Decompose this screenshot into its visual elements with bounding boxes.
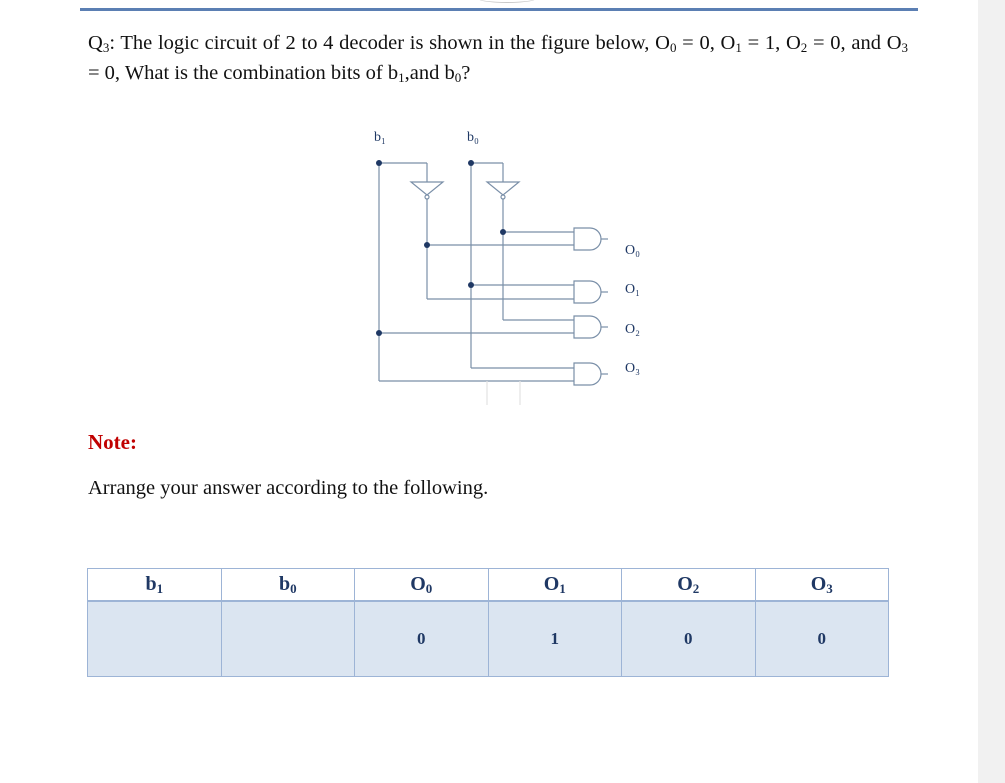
inverter-b0 [487,182,519,199]
output-label-o3: O₃ [625,361,640,376]
output-label-o1: O₁ [625,282,640,297]
input-label-b1: b₁ [374,130,386,145]
inverter-b1 [411,182,443,199]
question-text: $Q_3$: The logic circuit of 2 to 4 decoder is shown in the figure below, $O_0 = 0$, $O_1 = 1$, $O_2 = 0$, and $O_3 = 0$, What is the combination bits of $b_1,and$ $b_0$? [88,32,909,85]
header-rule [80,8,918,11]
answer-cell-o2: 0 [622,601,756,677]
header-b0: $b_0$ [221,569,355,602]
header-o3: $O_3$ [755,569,889,602]
answer-table-header-row [88,569,889,602]
input-label-b0: b₀ [467,130,479,145]
output-label-o0: O₀ [625,243,640,258]
answer-cell-o3: 0 [755,601,889,677]
answer-cell-o1: 1 [488,601,622,677]
header-o1: $O_1$ [488,569,622,602]
header-b1: $b_1$ [88,569,222,602]
answer-cell-b0[interactable] [221,601,355,677]
header-o0: $O_0$ [355,569,489,602]
page-curl-decoration [478,0,536,3]
question-label: Q [88,32,103,54]
and-gate-o0 [574,228,601,250]
answer-cell-o0: 0 [355,601,489,677]
output-label-o2: O₂ [625,322,640,337]
page-gutter [978,0,1005,783]
header-o2: $O_2$ [622,569,756,602]
and-gate-o2 [574,316,601,338]
answer-table [87,568,889,677]
note-instruction: Arrange your answer according to the following. [88,477,489,499]
decoder-circuit-diagram [340,120,680,410]
answer-table-row [88,601,889,677]
note-heading: Note: [88,430,137,454]
and-gate-o3 [574,363,601,385]
and-gate-o1 [574,281,601,303]
answer-cell-b1[interactable] [88,601,222,677]
